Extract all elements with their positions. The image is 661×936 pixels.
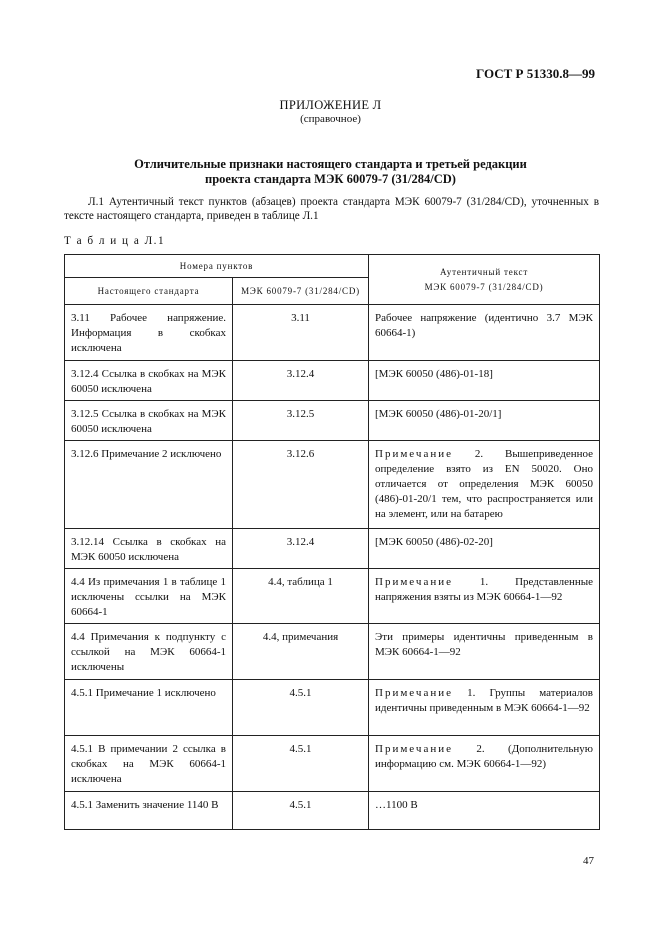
cell-authentic-text (369, 792, 600, 830)
appendix-title: ПРИЛОЖЕНИЕ Л (279, 98, 382, 112)
cell-standard-clause: 4.5.1 Примечание 1 исключено (65, 680, 233, 736)
page-number: 47 (583, 855, 594, 867)
table-row (65, 305, 600, 361)
table-caption: Т а б л и ц а Л.1 (64, 235, 166, 247)
note-label: Примечание (375, 576, 453, 588)
header-iec-clause: МЭК 60079-7 (31/284/CD) (233, 278, 369, 305)
table-row (65, 624, 600, 680)
table-row (65, 441, 600, 529)
header-authentic-text-line2: МЭК 60079-7 (31/284/CD) (424, 281, 544, 292)
cell-authentic-text (369, 624, 600, 680)
header-group-clause-numbers: Номера пунктов (65, 255, 369, 278)
document-standard-header: ГОСТ Р 51330.8—99 (476, 66, 595, 81)
table-row (65, 529, 600, 569)
note-label: Примечание (375, 448, 453, 460)
cell-standard-clause: 3.12.4 Ссылка в скобках на МЭК 60050 исключена (65, 361, 233, 401)
cell-iec-clause: 4.5.1 (233, 736, 369, 792)
authentic-text: Рабочее напряжение (идентично 3.7 МЭК 60664-1) (375, 312, 594, 339)
cell-iec-clause: 3.12.6 (233, 441, 369, 529)
table-row (65, 680, 600, 736)
table-row (65, 736, 600, 792)
header-authentic-text-line1: Аутентичный текст (439, 266, 529, 277)
authentic-text: [МЭК 60050 (486)-02-20] (375, 536, 493, 548)
table-body (65, 305, 600, 830)
cell-iec-clause: 4.4, примечания (233, 624, 369, 680)
document-title-line1: Отличительные признаки настоящего стандарта и третьей редакции (134, 157, 527, 171)
comparison-table (64, 254, 600, 830)
cell-authentic-text (369, 401, 600, 441)
cell-authentic-text (369, 569, 600, 624)
cell-authentic-text (369, 305, 600, 361)
appendix-subtitle: (справочное) (300, 113, 361, 125)
header-authentic-text (369, 255, 600, 305)
note-label: Примечание (375, 687, 453, 699)
authentic-text: [МЭК 60050 (486)-01-20/1] (375, 408, 502, 420)
authentic-text: 1. Группы материалов идентичны приведенным в МЭК 60664-1—92 (375, 687, 594, 714)
cell-iec-clause: 3.12.4 (233, 361, 369, 401)
cell-standard-clause: 3.12.5 Ссылка в скобках на МЭК 60050 исключена (65, 401, 233, 441)
cell-standard-clause: 4.5.1 Заменить значение 1140 В (65, 792, 233, 830)
authentic-text: [МЭК 60050 (486)-01-18] (375, 368, 493, 380)
authentic-text: 1. Представленные напряжения взяты из МЭК 60664-1—92 (375, 576, 594, 603)
table-row (65, 361, 600, 401)
table-row (65, 569, 600, 624)
cell-iec-clause: 3.11 (233, 305, 369, 361)
authentic-text: 2. (Дополнительную информацию см. МЭК 60664-1—92) (375, 743, 594, 770)
header-this-standard: Настоящего стандарта (65, 278, 233, 305)
cell-authentic-text (369, 529, 600, 569)
cell-authentic-text (369, 441, 600, 529)
cell-authentic-text (369, 736, 600, 792)
cell-authentic-text (369, 361, 600, 401)
authentic-text: Эти примеры идентичны приведенным в МЭК 60664-1—92 (375, 631, 594, 658)
cell-standard-clause: 3.12.6 Примечание 2 исключено (65, 441, 233, 529)
document-title-line2: проекта стандарта МЭК 60079-7 (31/284/CD) (205, 172, 456, 186)
cell-iec-clause: 3.12.4 (233, 529, 369, 569)
cell-iec-clause: 4.4, таблица 1 (233, 569, 369, 624)
cell-iec-clause: 4.5.1 (233, 792, 369, 830)
authentic-text: 2. Вышеприведенное определение взято из EN 50020. Оно отличается от определения МЭК 60050 (486)-01-20/1 тем, что распространяется или на элемент, или на батарею (375, 448, 594, 520)
intro-paragraph: Л.1 Аутентичный текст пунктов (абзацев) проекта стандарта МЭК 60079-7 (31/284/CD), уточненных в тексте настоящего стандарта, приведен в таблице Л.1 (64, 196, 599, 222)
cell-standard-clause: 4.4 Из примечания 1 в таблице 1 исключены ссылки на МЭК 60664-1 (65, 569, 233, 624)
cell-standard-clause: 4.5.1 В примечании 2 ссылка в скобках на МЭК 60664-1 исключена (65, 736, 233, 792)
table-row (65, 401, 600, 441)
cell-iec-clause: 4.5.1 (233, 680, 369, 736)
cell-standard-clause: 4.4 Примечания к подпункту с ссылкой на МЭК 60664-1 исключены (65, 624, 233, 680)
table-row (65, 792, 600, 830)
cell-authentic-text (369, 680, 600, 736)
cell-standard-clause: 3.12.14 Ссылка в скобках на МЭК 60050 исключена (65, 529, 233, 569)
authentic-text: …1100 В (375, 799, 418, 811)
note-label: Примечание (375, 743, 453, 755)
cell-iec-clause: 3.12.5 (233, 401, 369, 441)
document-title (0, 157, 661, 187)
cell-standard-clause: 3.11 Рабочее напряжение. Информация в скобках исключена (65, 305, 233, 361)
